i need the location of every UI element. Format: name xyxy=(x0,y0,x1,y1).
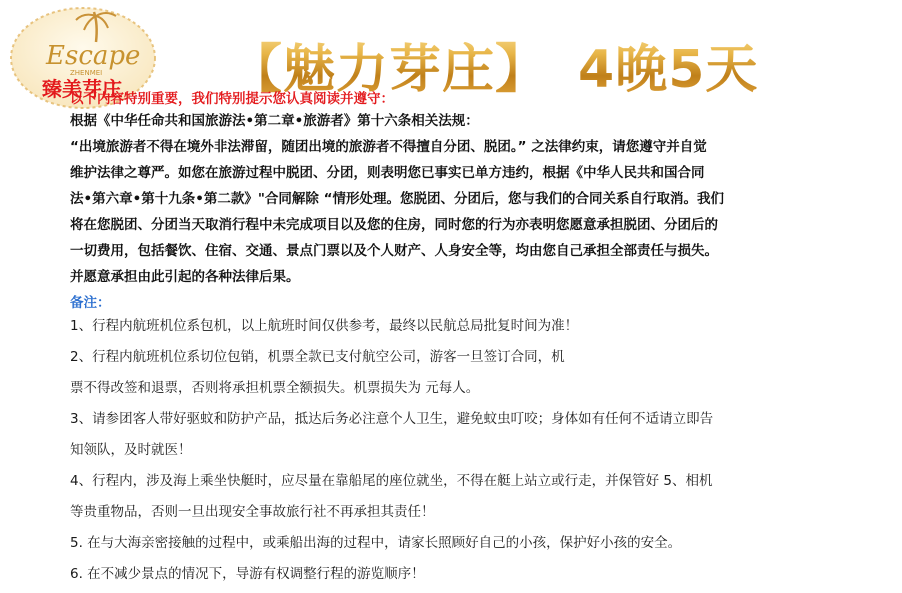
law-text-line: 法•第六章•第十九条•第二款》"合同解除 “情形处理。您脱团、分团后，您与我们的合同关系自行取消。我们 xyxy=(70,191,724,207)
law-intro: 根据《中华任命共和国旅游法•第二章•旅游者》第十六条相关法规： xyxy=(70,113,479,129)
warning-section xyxy=(70,90,830,316)
note-item: 票不得改签和退票，否则将承担机票全额损失。机票损失为 元每人。 xyxy=(70,380,480,396)
note-item: 2、行程内航班机位系切位包销，机票全款已支付航空公司，游客一旦签订合同，机 xyxy=(70,349,565,365)
title-duration: 4晚5天 xyxy=(578,27,758,102)
logo-script-text: Escape xyxy=(46,41,141,71)
note-item: 知领队，及时就医！ xyxy=(70,442,192,458)
note-item: 4、行程内，涉及海上乘坐快艇时，应尽量在靠船尾的座位就坐，不得在艇上站立或行走，并保管好 5、相机 xyxy=(70,473,713,489)
law-text-line: 一切费用，包括餐饮、住宿、交通、景点门票以及个人财产、人身安全等，均由您自己承担全部责任与损失。 xyxy=(70,243,718,259)
note-item: 1、行程内航班机位系包机，以上航班时间仅供参考，最终以民航总局批复时间为准！ xyxy=(70,318,579,334)
notes-label: 备注： xyxy=(70,295,111,311)
logo-cn-text: 臻美芽庄 xyxy=(42,77,122,101)
title-destination: 【魅力芽庄】 xyxy=(230,27,548,102)
note-item: 等贵重物品，否则一旦出现安全事故旅行社不再承担其责任！ xyxy=(70,504,435,520)
law-text-line: 并愿意承担由此引起的各种法律后果。 xyxy=(70,269,300,285)
warning-heading: 以下内容特别重要，我们特别提示您认真阅读并遵守： xyxy=(70,91,394,107)
law-text-line: 将在您脱团、分团当天取消行程中未完成项目以及您的住房，同时您的行为亦表明您愿意承担脱团、分团后的 xyxy=(70,217,718,233)
notes-list xyxy=(70,311,830,590)
note-item: 6. 在不减少景点的情况下，导游有权调整行程的游览顺序！ xyxy=(70,566,425,582)
law-text-line: “出境旅游者不得在境外非法滞留，随团出境的旅游者不得擅自分团、脱团。” 之法律约束，请您遵守并自觉 xyxy=(70,139,707,155)
logo-small-text: ZHENMEI xyxy=(70,69,103,77)
law-text-line: 维护法律之尊严。如您在旅游过程中脱团、分团，则表明您已事实已单方违约，根据《中华人民共和国合同 xyxy=(70,165,705,181)
note-item: 5. 在与大海亲密接触的过程中，或乘船出海的过程中，请家长照顾好自己的小孩，保护好小孩的安全。 xyxy=(70,535,682,551)
note-item: 3、请参团客人带好驱蚊和防护产品，抵达后务必注意个人卫生，避免蚊虫叮咬；身体如有任何不适请立即告 xyxy=(70,411,714,427)
